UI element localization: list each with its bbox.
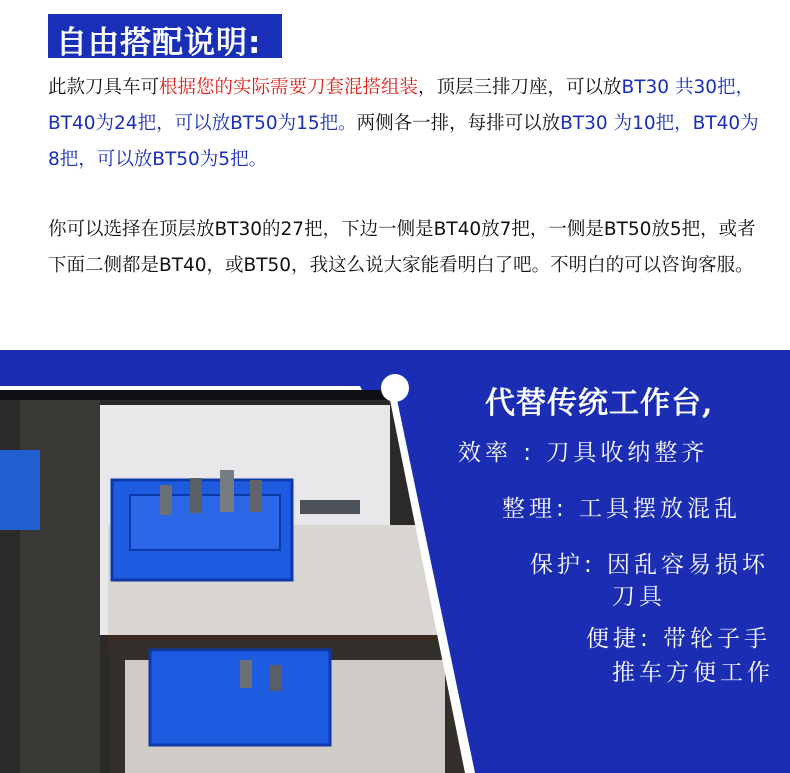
desc-highlight-blue-2: BT30 为10把，BT40为8把，可以放BT50为5把。	[48, 113, 759, 170]
promo-title: 代替传统工作台,	[485, 386, 714, 421]
section-title: 自由搭配说明:	[56, 25, 262, 61]
desc-highlight-red: 根据您的实际需要刀套混搭组装	[159, 77, 419, 98]
feature-convenience-cont: 推车方便工作	[612, 660, 774, 686]
example-paragraph: 你可以选择在顶层放BT30的27把，下边一侧是BT40放7把，一侧是BT50放5把，或者下面二侧都是BT40，或BT50，我这么说大家能看明白了吧。不明白的可以咨询客服。	[48, 219, 756, 276]
description-paragraph	[48, 70, 768, 178]
section-header	[48, 14, 282, 61]
desc-text-1: 此款刀具车可	[48, 77, 160, 98]
feature-protect-cont: 刀具	[612, 584, 666, 610]
feature-protect: 保护: 因乱容易损坏	[530, 552, 770, 578]
feature-convenience: 便捷: 带轮子手	[586, 626, 772, 652]
desc-highlight-blue-1: BT30 共30把，BT40为24把，可以放BT50为15把。	[48, 77, 755, 134]
desc-text-2: ，顶层三排刀座，可以放	[418, 77, 622, 98]
feature-efficiency: 效率 : 刀具收纳整齐	[458, 440, 709, 466]
desc-text-3: 两侧各一排，每排可以放	[356, 113, 561, 134]
feature-organize: 整理: 工具摆放混乱	[502, 496, 742, 522]
